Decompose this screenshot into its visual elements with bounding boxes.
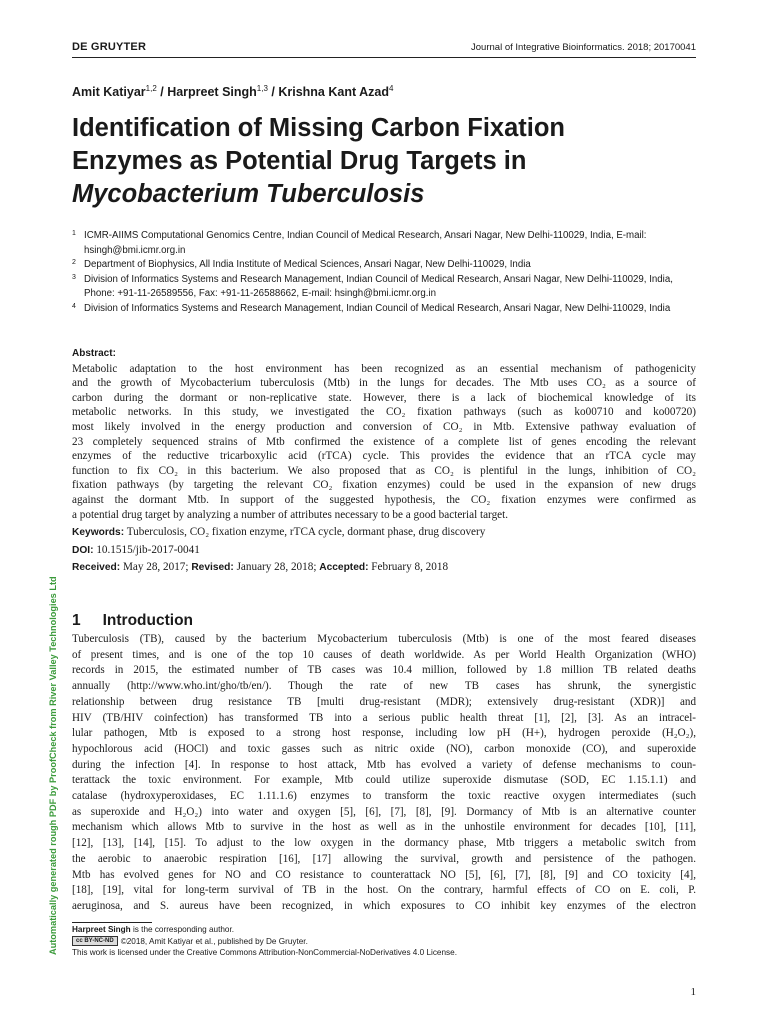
corresponding-author-name: Harpreet Singh <box>72 925 131 934</box>
affiliation-text: ICMR-AIIMS Computational Genomics Centre, Indian Council of Medical Research, Ansari Nagar, New Delhi-110029, India, E-mail: hsingh@bmi.icmr.org.in <box>84 230 647 256</box>
title-line: Enzymes as Potential Drug Targets in <box>72 147 527 175</box>
cc-license-icon: cc BY-NC-ND <box>72 936 118 946</box>
affiliation-item <box>72 302 692 317</box>
body-line: aeruginosa, and S. aureus have been recognized, in which exposures to CO inhibit key enzymes of the electron <box>72 899 696 912</box>
body-line: lular pathogen, Mtb is exposed to a strong host response, including low pH (H+), hydrogen peroxide (H₂O₂), <box>72 727 696 740</box>
abstract-line: Metabolic adaptation to the host environment has been recognized as an essential mechanism of pathogenicity <box>72 362 696 375</box>
copyright-note <box>72 936 696 948</box>
corresponding-author-note <box>72 924 696 936</box>
author-affiliation-marker: 4 <box>389 84 394 93</box>
author-name: Krishna Kant Azad <box>278 85 390 100</box>
abstract <box>72 347 696 522</box>
abstract-line: and the growth of Mycobacterium tuberculosis (Mtb) in the lungs for decades. The Mtb uses CO₂ as a source of <box>72 377 696 390</box>
accepted-date: February 8, 2018 <box>371 561 449 573</box>
section-title: Introduction <box>102 612 194 629</box>
author-affiliation-marker: 1,2 <box>145 84 157 93</box>
footnote-divider <box>72 922 152 923</box>
doi-label: DOI: <box>72 544 94 556</box>
revised-label: Revised: <box>191 562 234 573</box>
keywords-label: Keywords: <box>72 527 125 538</box>
body-line: as superoxide and H₂O₂) into water and oxygen [5], [6], [7], [8], [9]. Dormancy of Mtb is an alternative counter <box>72 805 696 818</box>
body-line: during the infection [4]. In response to host attack, Mtb has evolved a variety of defense mechanisms to coun- <box>72 758 696 771</box>
doi-value[interactable]: 10.1515/jib-2017-0041 <box>96 543 200 556</box>
body-line: catalase (hydroxyperoxidases, EC 1.11.1.6) enzymes to transform the toxic reactive oxygen intermediates (such <box>72 790 696 803</box>
abstract-line: fixation pathways (by targeting the relevant CO₂ fixation enzymes) could be used in the expansion of new drugs <box>72 479 696 492</box>
body-line: relationship between drug resistance TB [multi drug-resistant (MDR); extensively drug-resistant (XDR)] and <box>72 695 696 708</box>
title-line: Identification of Missing Carbon Fixation <box>72 114 566 142</box>
paper-title <box>72 112 696 211</box>
affiliation-item <box>72 258 692 273</box>
doi-row <box>72 542 696 560</box>
affiliations <box>72 229 692 316</box>
abstract-line: metabolic networks. In this study, we investigated the CO₂ fixation pathways (such as ko00710 and ko00720) <box>72 406 696 419</box>
article-metadata <box>72 524 696 577</box>
body-line: annually (http://www.who.int/gho/tb/en/). Though the rate of new TB cases has shrunk, the synergistic <box>72 680 696 693</box>
header-divider <box>72 57 696 58</box>
page-number: 1 <box>690 986 696 998</box>
author-list <box>72 84 393 99</box>
author-separator: / <box>156 85 168 100</box>
body-line: the aerobic to anaerobic respiration [16], [17] allowing the survival, growth and persistence of the pathogen. <box>72 852 696 865</box>
section-heading <box>72 612 193 630</box>
proofcheck-watermark: Automatically generated rough PDF by ProofCheck from River Valley Technologies Ltd <box>48 576 58 955</box>
body-line: terattack the toxic environment. For example, Mtb could utilize superoxide dismutase (SOD, EC 1.15.1.1) and <box>72 774 696 787</box>
body-line: hypochlorous acid (HOCl) and toxic gasses such as nitric oxide (NO), carbon monoxide (CO), and superoxide <box>72 742 696 755</box>
accepted-label: Accepted: <box>319 562 369 573</box>
author-affiliation-marker: 1,3 <box>256 84 268 93</box>
license-note: This work is licensed under the Creative Commons Attribution-NonCommercial-NoDerivatives 4.0 License. <box>72 948 457 957</box>
body-line: records in 2015, the estimated number of TB cases was 10.4 million, followed by 1.8 million TB related deaths <box>72 664 696 677</box>
author-name: Harpreet Singh <box>167 85 257 100</box>
journal-citation: Journal of Integrative Bioinformatics. 2018; 20170041 <box>471 42 696 53</box>
affiliation-number: 3 <box>72 273 76 281</box>
abstract-line: carbon during the dormant or non-replicative state. However, there is a lack of biochemical knowledge of its <box>72 391 696 404</box>
abstract-line: enzymes of the reductive tricarboxylic acid (rTCA) cycle. This provides the evidence that an rTCA cycle may <box>72 450 696 463</box>
abstract-label: Abstract: <box>72 348 116 359</box>
abstract-line: a potential drug target by analyzing a number of attributes necessary to be a good bacterial target. <box>72 508 509 521</box>
abstract-line: against the dormant Mtb. In support of the suggested hypothesis, the CO₂ fixation enzymes were confirmed as <box>72 493 696 506</box>
revised-date: January 28, 2018; <box>236 561 317 573</box>
affiliation-number: 1 <box>72 230 76 237</box>
title-line-italic: Mycobacterium Tuberculosis <box>72 180 425 208</box>
corresponding-author-text: is the corresponding author. <box>130 925 235 934</box>
body-line: Mtb has evolved genes for NO and CO resistance to counterattack NO [5], [6], [7], [8], [9] and CO toxicity [4], <box>72 868 696 881</box>
body-line: [18], [19], vital for long-term survival of TB in the host. On the contrary, harmful effects of CO on E. coli, P. <box>72 884 696 897</box>
abstract-line: function to fix CO₂ in this bacterium. We also proposed that as CO₂ is plentiful in the lungs, inhibition of CO₂ <box>72 464 696 477</box>
affiliation-item <box>72 273 692 302</box>
body-line: of present times, and is one of the top 10 causes of death worldwide. As per World Health Organization (WHO) <box>72 648 696 661</box>
keywords-value: Tuberculosis, CO₂ fixation enzyme, rTCA cycle, dormant phase, drug discovery <box>126 526 486 538</box>
affiliation-item <box>72 229 692 258</box>
copyright-text: ©2018, Amit Katiyar et al., published by De Gruyter. <box>120 936 308 946</box>
affiliation-text: Division of Informatics Systems and Research Management, Indian Council of Medical Research, Ansari Nagar, New Delhi-110029, India <box>84 302 671 314</box>
introduction-body <box>72 632 696 915</box>
received-label: Received: <box>72 562 121 573</box>
keywords-row <box>72 524 696 542</box>
affiliation-text: Department of Biophysics, All India Institute of Medical Sciences, Ansari Nagar, New Delhi-110029, India <box>84 259 531 270</box>
publisher-name: DE GRUYTER <box>72 41 147 53</box>
received-date: May 28, 2017; <box>122 561 189 573</box>
footnotes <box>72 924 696 959</box>
abstract-line: 23 completely sequenced strains of Mtb confirmed the existence of a complete list of genes encoding the relevant <box>72 435 696 448</box>
author-separator: / <box>267 85 279 100</box>
affiliation-number: 2 <box>72 259 76 266</box>
author-name: Amit Katiyar <box>72 85 146 100</box>
body-line: Tuberculosis (TB), caused by the bacterium Mycobacterium tuberculosis (Mtb) is one of the most feared diseases <box>72 633 696 645</box>
section-number: 1 <box>72 612 81 629</box>
body-line: [12], [13], [14], [15]. To adjust to the low oxygen in the dormancy phase, Mtb triggers a metabolic switch from <box>72 837 696 850</box>
body-line: HIV (TB/HIV coinfection) has transformed TB into a serious public health threat [1], [2], [3]. As an intracel- <box>72 711 696 724</box>
body-line: mechanism which allows Mtb to survive in the host as well as in the unhostile environment for decades [10], [11], <box>72 821 696 834</box>
abstract-line: most likely involved in the energy production and conversion of CO₂ in Mtb. Extensive pathway evaluation of <box>72 420 696 433</box>
affiliation-number: 4 <box>72 302 76 310</box>
dates-row <box>72 559 696 577</box>
affiliation-text: Division of Informatics Systems and Research Management, Indian Council of Medical Research, Ansari Nagar, New Delhi-110029, India, Phone: +91-11-26589556, Fax: +91-11-26588662, E-mail: hsingh@bmi.icmr.org.in <box>84 273 673 299</box>
